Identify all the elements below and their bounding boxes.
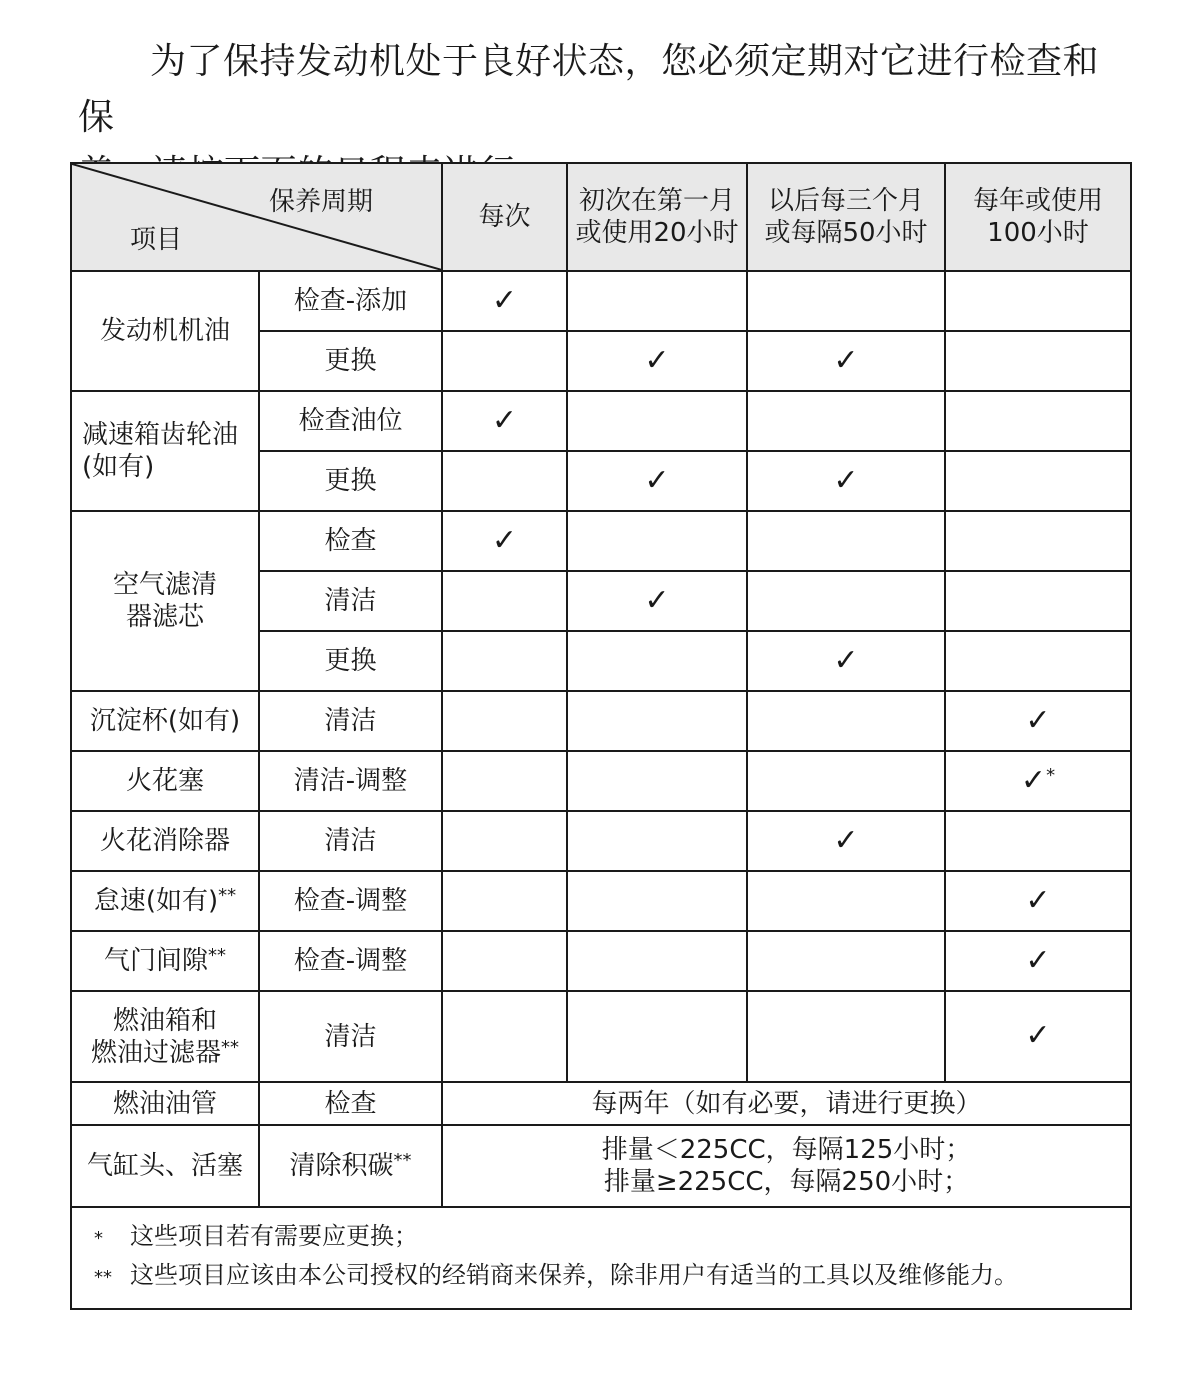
- check-mark-icon: ✓: [491, 522, 518, 558]
- table-row: [71, 1125, 1131, 1207]
- check-mark-icon: ✓: [1025, 882, 1051, 918]
- table-row: [71, 991, 1131, 1082]
- double-asterisk-mark: **: [221, 1036, 239, 1058]
- check-mark-icon: ✓: [833, 462, 859, 498]
- item-sediment-cup: 沉淀杯(如有): [71, 691, 259, 751]
- footnote-1: * 这些项目若有需要应更换；: [94, 1222, 418, 1250]
- check-mark-icon: ✓: [1025, 942, 1051, 978]
- table-row: [71, 871, 1131, 931]
- notes-row: [71, 1207, 1131, 1309]
- table-row: [71, 511, 1131, 571]
- table-row: [71, 271, 1131, 331]
- check-mark-icon: ✓: [644, 462, 670, 498]
- check-mark-icon: ✓: [644, 582, 670, 618]
- double-asterisk-mark: **: [208, 945, 226, 966]
- item-fuel-tank-filter: 燃油箱和 燃油过滤器**: [71, 991, 259, 1082]
- check-mark-icon: ✓: [833, 642, 859, 678]
- action-clean: 清洁: [259, 691, 442, 751]
- intro-line-1: 为了保持发动机处于良好状态，您必须定期对它进行检查和保: [78, 41, 1100, 138]
- action-clean: 清洁: [259, 811, 442, 871]
- interval-every-two-years: 每两年（如有必要，请进行更换）: [442, 1082, 1131, 1125]
- double-asterisk-mark: **: [393, 1150, 412, 1171]
- action-remove-carbon: 清除积碳**: [259, 1125, 442, 1207]
- check-mark-icon: ✓: [491, 402, 518, 438]
- check-mark-icon: ✓: [1020, 762, 1047, 798]
- item-fuel-pipe: 燃油油管: [71, 1082, 259, 1125]
- maintenance-schedule-table: [70, 162, 1132, 1310]
- check-mark-icon: ✓: [833, 822, 859, 858]
- header-row: [71, 163, 1131, 271]
- action-clean: 清洁: [259, 571, 442, 631]
- item-air-filter: 空气滤清 器滤芯: [71, 511, 259, 691]
- double-asterisk-mark: **: [218, 885, 237, 906]
- table-row: [71, 811, 1131, 871]
- check-mark-icon: ✓: [833, 342, 859, 378]
- header-first-month: 初次在第一月 或使用20小时: [567, 163, 747, 271]
- action-clean-adjust: 清洁-调整: [259, 751, 442, 811]
- action-check: 检查: [259, 1082, 442, 1125]
- footnote-2: ** 这些项目应该由本公司授权的经销商来保养，除非用户有适当的工具以及维修能力。: [94, 1261, 1018, 1289]
- item-idle-speed: 怠速(如有)**: [71, 871, 259, 931]
- item-gearbox-oil: 减速箱齿轮油 (如有): [71, 391, 259, 511]
- action-check-add: 检查-添加: [259, 271, 442, 331]
- item-spark-plug: 火花塞: [71, 751, 259, 811]
- header-each-time: 每次: [442, 163, 567, 271]
- table-row: [71, 391, 1131, 451]
- diagonal-line: [72, 164, 442, 270]
- action-check-adjust: 检查-调整: [259, 871, 442, 931]
- item-cylinder-head-piston: 气缸头、活塞: [71, 1125, 259, 1207]
- action-replace: 更换: [259, 451, 442, 511]
- header-item-label: 项目: [130, 225, 183, 255]
- header-every-three-months: 以后每三个月 或每隔50小时: [747, 163, 945, 271]
- action-check: 检查: [259, 511, 442, 571]
- action-replace: 更换: [259, 631, 442, 691]
- asterisk-note-mark: *: [1046, 764, 1056, 786]
- header-diagonal-cell: [71, 163, 442, 271]
- table-row: [71, 751, 1131, 811]
- item-valve-clearance: 气门间隙**: [71, 931, 259, 991]
- check-mark-icon: ✓: [491, 282, 518, 318]
- table-row: [71, 931, 1131, 991]
- header-period-label: 保养周期: [268, 187, 373, 217]
- action-clean: 清洁: [259, 991, 442, 1082]
- action-check-level: 检查油位: [259, 391, 442, 451]
- check-mark-icon: ✓: [1025, 1018, 1051, 1053]
- action-replace: 更换: [259, 331, 442, 391]
- table-row: [71, 1082, 1131, 1125]
- header-yearly: 每年或使用 100小时: [945, 163, 1131, 271]
- interval-by-displacement: 排量＜225CC，每隔125小时； 排量≥225CC，每隔250小时；: [442, 1125, 1131, 1207]
- item-spark-arrester: 火花消除器: [71, 811, 259, 871]
- footnotes: [71, 1207, 1131, 1309]
- action-check-adjust: 检查-调整: [259, 931, 442, 991]
- check-mark-icon: ✓: [644, 342, 670, 378]
- item-engine-oil: 发动机机油: [71, 271, 259, 391]
- check-mark-icon: ✓: [1025, 702, 1051, 738]
- table-row: [71, 691, 1131, 751]
